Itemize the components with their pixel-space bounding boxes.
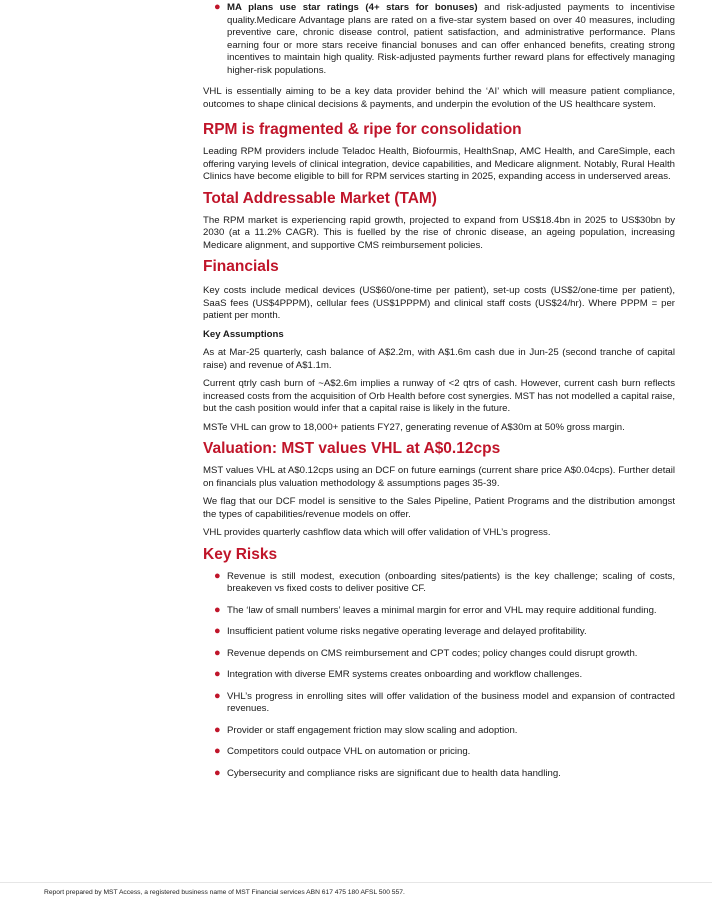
valuation-paragraph-cashflow: VHL provides quarterly cashflow data which will offer validation of VHL’s progress.	[203, 527, 551, 538]
bullet-dot: ●	[214, 745, 221, 757]
bullet-dot: ●	[214, 723, 221, 736]
list-item	[203, 571, 675, 596]
risk-text: Revenue is still modest, execution (onboarding sites/patients) is the key challenge; scaling of costs, breakeven vs fixed costs to deliver positive CF.	[227, 570, 675, 594]
bullet-dot: ●	[214, 646, 221, 659]
key-assumptions-subheading: Key Assumptions	[203, 328, 284, 340]
bullet-dot: ●	[214, 766, 221, 779]
list-item	[203, 746, 675, 759]
financials-paragraph-burn: Current qtrly cash burn of ~A$2.6m implies a runway of <2 qtrs of cash. However, current cash burn reflects increased costs from the acquisition of Orb Health before cost synergies. MST has not modelled a capital raise, but the cash position would infer that a capital raise is likely in the future.	[203, 378, 675, 414]
tam-paragraph: The RPM market is experiencing rapid growth, projected to expand from US$18.4bn in 2025 to US$30bn by 2030 (at a 11.2% CAGR). This is fuelled by the rise of chronic disease, an ageing population, increasing Medicare alignment, and supportive CMS reimbursement policies.	[203, 214, 675, 251]
heading-financials: Financials	[203, 258, 279, 275]
list-item	[203, 725, 675, 738]
valuation-paragraph-sensitivity: We flag that our DCF model is sensitive to the Sales Pipeline, Patient Programs and the distribution amongst the types of capabilities/revenue models on offer.	[203, 496, 675, 520]
footer-divider	[0, 882, 712, 883]
risk-text: The ‘law of small numbers’ leaves a minimal margin for error and VHL may require additional funding.	[227, 604, 657, 616]
bullet-dot: ●	[214, 1, 221, 13]
list-item	[203, 605, 675, 618]
list-item	[203, 768, 675, 781]
risk-text: Provider or staff engagement friction may slow scaling and adoption.	[227, 724, 518, 736]
financials-paragraph-cash: As at Mar-25 quarterly, cash balance of A$2.2m, with A$1.6m cash due in Jun-25 (second tranche of capital raise) and revenue of A$1.1m.	[203, 347, 675, 371]
bullet-dot: ●	[214, 689, 221, 702]
bullet-bold-lead: MA plans use star ratings (4+ stars for bonuses)	[227, 2, 478, 13]
page-footer: Report prepared by MST Access, a registered business name of MST Financial services ABN 617 475 180 AFSL 500 557.	[44, 889, 405, 896]
bullet-dot: ●	[214, 569, 221, 582]
risk-text: Integration with diverse EMR systems creates onboarding and workflow challenges.	[227, 669, 583, 680]
heading-rpm: RPM is fragmented & ripe for consolidation	[203, 121, 522, 138]
risk-text: VHL’s progress in enrolling sites will offer validation of the business model and expansion of contracted revenues.	[227, 690, 675, 714]
valuation-paragraph-dcf: MST values VHL at A$0.12cps using an DCF on future earnings (current share price A$0.04cps). Further detail on financials plus valuation methodology & assumptions pages 35-39.	[203, 465, 675, 489]
bullet-dot: ●	[214, 603, 221, 616]
risk-text: Cybersecurity and compliance risks are significant due to health data handling.	[227, 767, 561, 779]
list-item	[203, 626, 675, 639]
rpm-paragraph: Leading RPM providers include Teladoc Health, Biofourmis, HealthSnap, AMC Health, and CareSimple, each offering varying levels of clinical integration, device capabilities, and Medicare alignment. Notably, Rural Health Clinics have become eligible to bill for RPM services starting in 2025, expanding access in underserved areas.	[203, 146, 675, 182]
list-item	[203, 669, 675, 682]
bullet-dot: ●	[214, 625, 221, 637]
main-column	[203, 0, 675, 780]
intro-paragraph: VHL is essentially aiming to be a key data provider behind the ‘AI’ which will measure patient compliance, outcomes to shape clinical decisions & payments, and underpin the evolution of the US healthcare system.	[203, 86, 675, 110]
financials-paragraph-costs: Key costs include medical devices (US$60/one-time per patient), set-up costs (US$2/one-time per patient), SaaS fees (US$4PPPM), cellular fees (US$1PPPM) and clinical staff costs (US$24/hr). Where PPPM = per patient per month.	[203, 285, 675, 321]
risk-text: Competitors could outpace VHL on automation or pricing.	[227, 746, 471, 757]
list-item	[203, 691, 675, 716]
risks-list	[203, 571, 675, 781]
heading-valuation: Valuation: MST values VHL at A$0.12cps	[203, 440, 501, 457]
bullet-dot: ●	[214, 668, 221, 680]
heading-key-risks: Key Risks	[203, 545, 278, 563]
risk-text: Insufficient patient volume risks negative operating leverage and delayed profitability.	[227, 626, 587, 637]
financials-paragraph-growth: MSTe VHL can grow to 18,000+ patients FY27, generating revenue of A$30m at 50% gross margin.	[203, 421, 625, 433]
heading-tam: Total Addressable Market (TAM)	[203, 189, 437, 207]
risk-text: Revenue depends on CMS reimbursement and CPT codes; policy changes could disrupt growth.	[227, 647, 638, 659]
bullet-text: and risk-adjusted payments to incentivise quality.Medicare Advantage plans are rated on a five-star system based on over 40 measures, including preventive care, chronic disease control, patient satisfaction, and administrative performance. Plans earning four or more stars receive financial bonuses and can offer enhanced benefits, creating strong incentives to maintain high quality. Risk-adjusted payments further reward plans for effectively managing higher-risk populations.	[227, 2, 675, 76]
list-item	[203, 648, 675, 661]
star-ratings-bullet	[203, 2, 675, 77]
